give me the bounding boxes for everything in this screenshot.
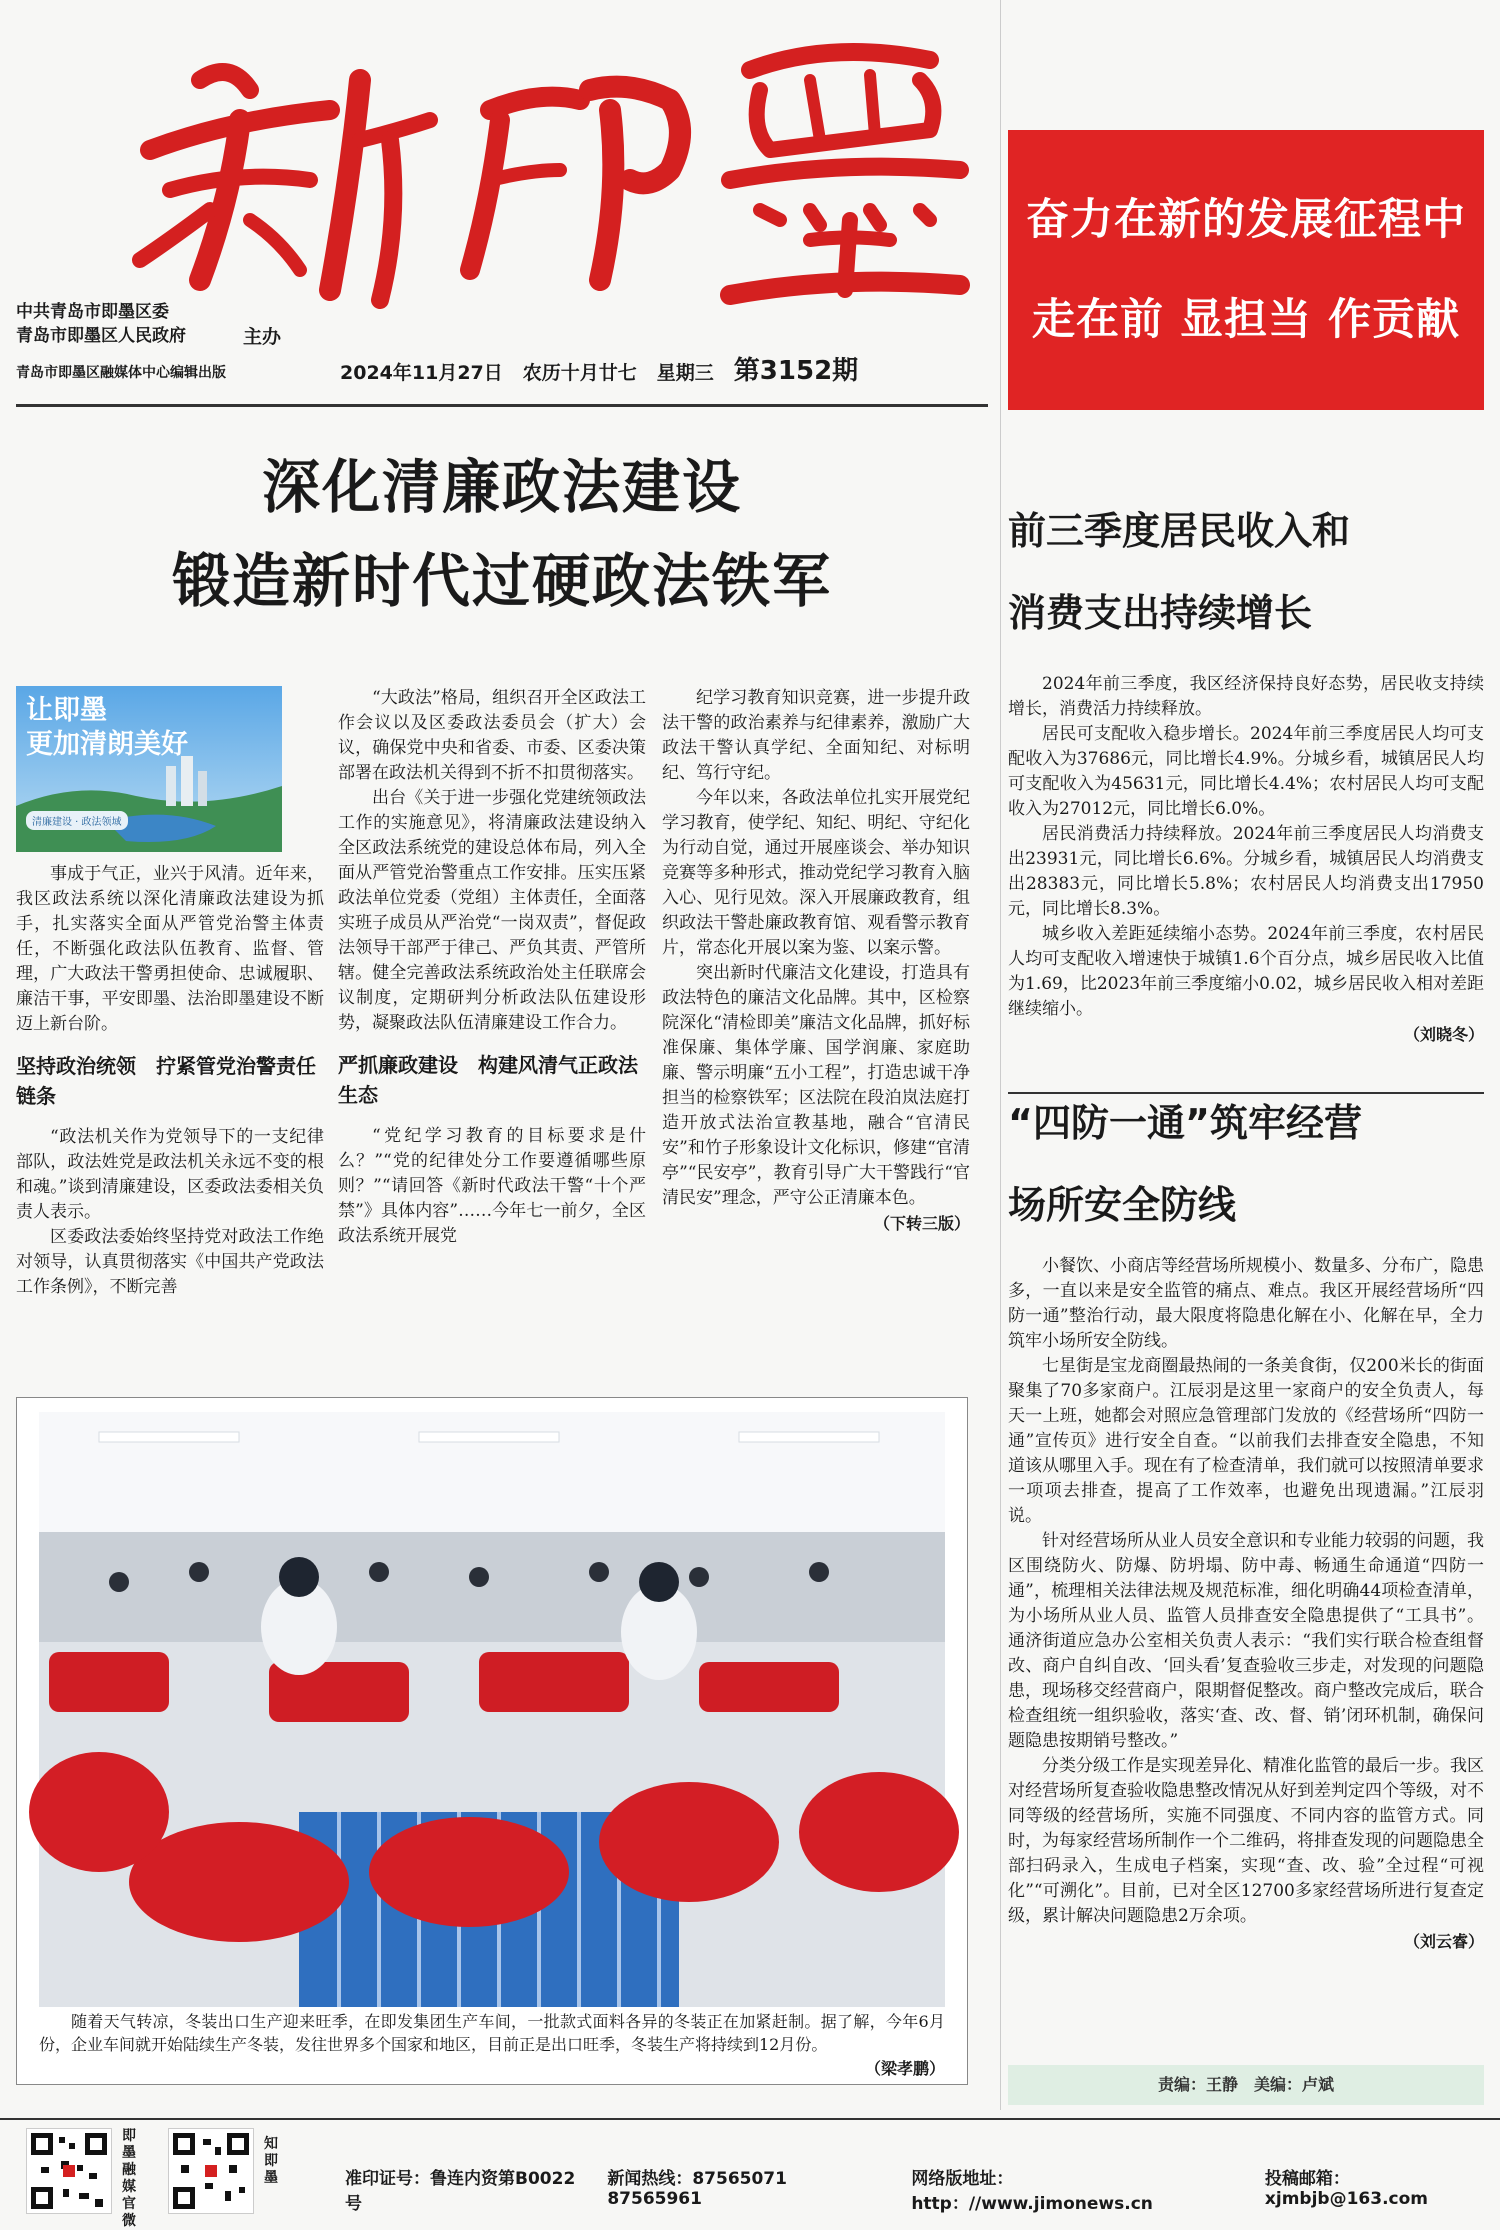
- footer: [0, 2122, 1500, 2229]
- publisher-line: 青岛市即墨区融媒体中心编辑出版: [16, 365, 226, 381]
- slogan-banner: [1008, 130, 1484, 410]
- safety-title-line-2: 场所安全防线: [1008, 1183, 1237, 1227]
- income-paragraph: 居民消费活力持续释放。2024年前三季度居民人均消费支出23931元，同比增长6.6%。分城乡看，城镇居民人均消费支出28383元，同比增长5.8%；农村居民人均消费支出17950元，同比增长8.3%。: [1008, 824, 1484, 919]
- masthead: [0, 0, 1500, 440]
- income-article: [1008, 490, 1484, 1048]
- lead-column-1: [16, 862, 324, 1300]
- lead-graphic: [16, 686, 282, 852]
- lead-paragraph: “大政法”格局，组织召开全区政法工作会议以及区委政法委员会（扩大）会议，确保党中央和省委、市委、区委决策部署在政法机关得到不折不扣贯彻落实。: [338, 688, 646, 783]
- column-divider: [1000, 0, 1001, 2110]
- safety-article: [1008, 1082, 1484, 1955]
- lead-paragraph: 事成于气正，业兴于风清。近年来，我区政法系统以深化清廉政法建设为抓手，扎实落实全面从严管党治警主体责任，不断强化政法队伍教育、监督、管理，广大政法干警勇担使命、忠诚履职、廉洁干事，平安即墨、法治即墨建设不断迈上新台阶。: [16, 864, 324, 1034]
- lead-paragraph: 今年以来，各政法单位扎实开展党纪学习教育，使学纪、知纪、明纪、守纪化为行动自觉，通过开展座谈会、举办知识竞赛等多种形式，推动党纪学习教育入脑入心、见行见效。深入开展廉政教育，组织政法干警赴廉政教育馆、观看警示教育片，常态化开展以案为鉴、以案示警。: [662, 788, 970, 958]
- masthead-rule: [16, 404, 988, 407]
- issue-number: 第3152期: [733, 356, 859, 386]
- safety-title-line-1: “四防一通”筑牢经营: [1008, 1101, 1362, 1145]
- income-title-line-1: 前三季度居民收入和: [1008, 509, 1351, 553]
- income-credit: （刘晓冬）: [1403, 1025, 1484, 1044]
- footer-info: [345, 2164, 1500, 2214]
- lead-headline: [16, 440, 988, 628]
- lead-paragraph: “党纪学习教育的目标要求是什么？”“党的纪律处分工作要遵循哪些原则？”“请回答《新时代政法干警“十个严禁”》具体内容”……今年七一前夕，全区政法系统开展党: [338, 1126, 646, 1246]
- income-paragraph: 城乡收入差距延续缩小态势。2024年前三季度，农村居民人均可支配收入增速快于城镇1.6个百分点，城乡居民收入比值为1.69，比2023年前三季度缩小0.02，城乡居民收入相对差距继续缩小。: [1008, 924, 1484, 1019]
- lead-paragraph: “政法机关作为党领导下的一支纪律部队，政法姓党是政法机关永远不变的根和魂。”谈到清廉建设，区委政法委相关负责人表示。: [16, 1127, 324, 1222]
- news-hotline: 新闻热线：87565071 87565961: [607, 2169, 804, 2209]
- safety-credit: （刘云睿）: [1403, 1932, 1484, 1951]
- factory-photo: [39, 1412, 945, 2007]
- lunar-date: 农历十月廿七: [522, 362, 637, 384]
- editors-bar: 责编：王静 美编：卢斌: [1008, 2065, 1484, 2105]
- continued-note: （下转三版）: [873, 1214, 970, 1233]
- lead-subhead-1: 坚持政治统领 拧紧管党治警责任链条: [16, 1054, 316, 1108]
- caption-text: 随着天气转凉，冬装出口生产迎来旺季，在即发集团生产车间，一批款式面料各异的冬装正在加紧赶制。据了解，今年6月份，企业车间就开始陆续生产冬装，发往世界多个国家和地区，目前正是出口旺季，冬装生产将持续到12月份。: [39, 2012, 945, 2054]
- safety-paragraph: 分类分级工作是实现差异化、精准化监管的最后一步。我区对经营场所复查验收隐患整改情况从好到差判定四个等级，对不同等级的经营场所，实施不同强度、不同内容的监管方式。同时，为每家经营场所制作一个二维码，将排查发现的问题隐患全部扫码录入，生成电子档案，实现“查、改、验”全过程“可视化”“可溯化”。目前，已对全区12700多家经营场所进行复查定级，累计解决问题隐患2万余项。: [1008, 1756, 1484, 1926]
- lead-graphic-title-2: 更加清朗美好: [26, 729, 188, 760]
- income-paragraph: 2024年前三季度，我区经济保持良好态势，居民收支持续增长，消费活力持续释放。: [1008, 674, 1484, 719]
- organizer-government: 青岛市即墨区人民政府: [16, 326, 186, 346]
- lead-title-line-1: 深化清廉政法建设: [261, 453, 742, 521]
- safety-paragraph: 小餐饮、小商店等经营场所规模小、数量多、分布广，隐患多，一直以来是安全监管的痛点、难点。我区开展经营场所“四防一通”整治行动，最大限度将隐患化解在小、化解在早，全力筑牢小场所安全防线。: [1008, 1256, 1484, 1351]
- publish-date: 2024年11月27日: [340, 362, 503, 384]
- lead-column-2: [338, 686, 646, 1249]
- organizers: [16, 300, 186, 348]
- lead-graphic-tag: 清廉建设 · 政法领域: [26, 811, 128, 830]
- qr-label-2: 知即墨: [264, 2136, 278, 2186]
- dateline: [340, 350, 858, 387]
- lead-column-3: [662, 686, 970, 1237]
- slogan-line-1: 奋力在新的发展征程中: [1026, 195, 1466, 245]
- print-permit: 准印证号：鲁连内资第B0022号: [345, 2169, 576, 2214]
- safety-paragraph: 七星街是宝龙商圈最热闹的一条美食街，仅200米长的街面聚集了70多家商户。江辰羽是这里一家商户的安全负责人，每天一上班，她都会对照应急管理部门发放的《经营场所“四防一通”宣传页》进行安全自查。“以前我们去排查安全隐患，不知道该从哪里入手。现在有了检查清单，我们就可以按照清单要求一项项去排查，提高了工作效率，也避免出现遗漏。”江辰羽说。: [1008, 1356, 1484, 1526]
- qr-code-icon[interactable]: [26, 2128, 112, 2214]
- photo-caption: [39, 2010, 945, 2082]
- lead-paragraph: 区委政法委始终坚持党对政法工作绝对领导，认真贯彻落实《中国共产党政法工作条例》，不断完善: [16, 1227, 324, 1297]
- footer-rule: [0, 2118, 1500, 2120]
- lead-subhead-2: 严抓廉政建设 构建风清气正政法生态: [338, 1053, 638, 1107]
- lead-title-line-2: 锻造新时代过硬政法铁军: [171, 547, 832, 615]
- safety-paragraph: 针对经营场所从业人员安全意识和专业能力较弱的问题，我区围绕防火、防爆、防坍塌、防中毒、畅通生命通道“四防一通”，梳理相关法律法规及规范标准，细化明确44项检查清单，为小场所从业人员、监管人员排查安全隐患提供了“工具书”。通济街道应急办公室相关负责人表示：“我们实行联合检查组督改、商户自纠自改、‘回头看’复查验收三步走，对发现的问题隐患，现场移交经营商户，限期督促整改。商户整改完成后，联合检查组统一组织验收，落实‘查、改、督、销’闭环机制，确保问题隐患按期销号整改。”: [1008, 1531, 1484, 1751]
- organizer-party-committee: 中共青岛市即墨区委: [16, 302, 169, 322]
- weekday: 星期三: [656, 362, 714, 384]
- lead-graphic-title-1: 让即墨: [26, 695, 107, 726]
- submission-email[interactable]: 投稿邮箱：xjmbjb@163.com: [1264, 2169, 1428, 2209]
- lead-paragraph: 突出新时代廉洁文化建设，打造具有政法特色的廉洁文化品牌。其中，区检察院深化“清检即美”廉洁文化品牌，抓好标准保廉、集体学廉、国学润廉、家庭助廉、警示明廉“五小工程”，打造忠诚干净担当的检察铁军；区法院在段泊岚法庭打造开放式法治宣教基地，融合“官清民安”和竹子形象设计文化标识，修建“官清亭”“民安亭”，教育引导广大干警践行“官清民安”理念，严守公正清廉本色。: [662, 963, 970, 1208]
- qr-code-icon[interactable]: [168, 2128, 254, 2214]
- qr-label-1: 即墨融媒官微: [122, 2128, 136, 2229]
- website-link[interactable]: 网络版地址：http：//www.jimonews.cn: [911, 2169, 1153, 2214]
- photo-credit: （梁孝鹏）: [864, 2059, 945, 2078]
- slogan-line-2: 走在前 显担当 作贡献: [1032, 295, 1460, 345]
- income-paragraph: 居民可支配收入稳步增长。2024年前三季度居民人均可支配收入为37686元，同比增长4.9%。分城乡看，城镇居民人均可支配收入为45631元，同比增长4.4%；农村居民人均可支配收入为27012元，同比增长6.0%。: [1008, 724, 1484, 819]
- lead-paragraph: 出台《关于进一步强化党建统领政法工作的实施意见》，将清廉政法建设纳入全区政法系统党的建设总体布局，列入全面从严管党治警重点工作安排。压实压紧政法单位党委（党组）主体责任，全面落实班子成员从严治党“一岗双责”，督促政法领导干部严于律己、严负其责、严管所辖。健全完善政法系统政治处主任联席会议制度，定期研判分析政法队伍建设形势，凝聚政法队伍清廉建设工作合力。: [338, 788, 646, 1033]
- newspaper-logo: [110, 20, 990, 320]
- host-label: 主办: [243, 326, 282, 348]
- photo-feature: [16, 1397, 968, 2085]
- lead-paragraph: 纪学习教育知识竞赛，进一步提升政法干警的政治素养与纪律素养，激励广大政法干警认真学纪、全面知纪、对标明纪、笃行守纪。: [662, 688, 970, 783]
- income-title-line-2: 消费支出持续增长: [1008, 591, 1313, 635]
